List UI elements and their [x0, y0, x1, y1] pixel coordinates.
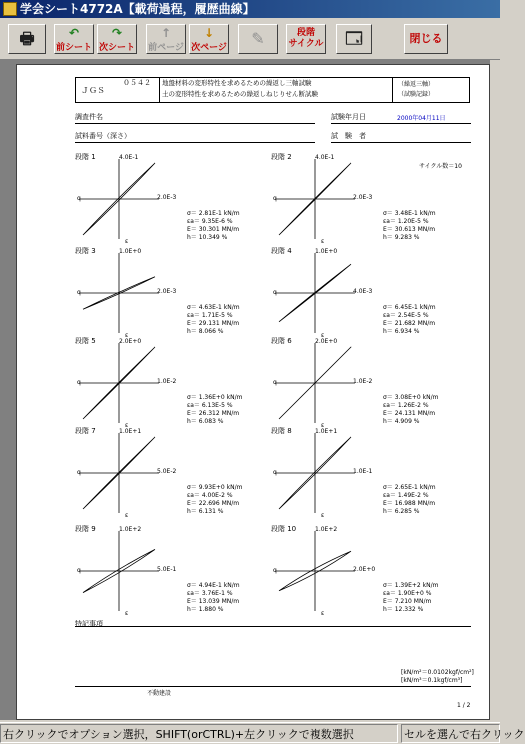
- strain-value: εa＝ 1.26E-2 %: [383, 402, 429, 409]
- strain-value: εa＝ 1.90E+0 %: [383, 590, 432, 597]
- arrow-left-icon: ↶: [68, 26, 80, 40]
- y-max-label: 2.0E+0: [315, 338, 338, 345]
- x-axis-label: ε: [125, 610, 129, 617]
- hysteresis-loop: [79, 531, 159, 611]
- modulus-value: E＝ 22.696 MN/m: [187, 500, 240, 507]
- toolbar: [0, 18, 500, 60]
- q-axis-label: q: [77, 379, 81, 386]
- q-axis-label: q: [77, 195, 81, 202]
- type-bottom: （試験記録）: [398, 91, 435, 98]
- stress-value: σ＝ 4.94E-1 kN/m: [187, 582, 240, 589]
- damping-value: h＝ 1.880 %: [187, 606, 224, 613]
- damping-value: h＝ 8.066 %: [187, 328, 224, 335]
- company-name: 不動建設: [147, 690, 172, 697]
- app-icon: [3, 2, 17, 16]
- x-max-label: 1.0E-2: [353, 378, 373, 385]
- hysteresis-panel: [271, 247, 461, 339]
- modulus-value: E＝ 24.131 MN/m: [383, 410, 436, 417]
- hysteresis-loop: [79, 343, 159, 423]
- project-label: 調査件名: [75, 113, 103, 121]
- next-page-button[interactable]: ↓ 次ページ: [189, 24, 229, 54]
- x-max-label: 4.0E-3: [353, 288, 373, 295]
- y-max-label: 4.0E-1: [119, 154, 139, 161]
- damping-value: h＝ 9.283 %: [383, 234, 420, 241]
- hysteresis-panel: [75, 427, 265, 519]
- strain-value: εa＝ 9.35E-6 %: [187, 218, 233, 225]
- x-axis-label: ε: [125, 512, 129, 519]
- x-max-label: 1.0E-2: [157, 378, 177, 385]
- hysteresis-panel: [75, 247, 265, 339]
- status-bar: [0, 722, 525, 743]
- stress-value: σ＝ 3.48E-1 kN/m: [383, 210, 436, 217]
- title-line2: 土の変形特性を求めるための繰返しねじりせん断試験: [162, 90, 318, 98]
- arrow-up-icon: ↑: [160, 26, 172, 40]
- x-axis-label: ε: [125, 238, 129, 245]
- stress-value: σ＝ 3.08E+0 kN/m: [383, 394, 439, 401]
- hysteresis-loop: [79, 159, 159, 239]
- strain-value: εa＝ 2.54E-5 %: [383, 312, 429, 319]
- x-max-label: 5.0E-1: [157, 566, 177, 573]
- strain-value: εa＝ 1.20E-5 %: [383, 218, 429, 225]
- modulus-value: E＝ 16.988 MN/m: [383, 500, 436, 507]
- cycle-note: サイクル数＝10: [419, 163, 462, 170]
- pen-icon: ✎: [251, 29, 265, 48]
- stress-value: σ＝ 6.45E-1 kN/m: [383, 304, 436, 311]
- stress-value: σ＝ 1.36E+0 kN/m: [187, 394, 243, 401]
- hysteresis-panel: [271, 153, 461, 245]
- q-axis-label: q: [77, 289, 81, 296]
- x-axis-label: ε: [321, 238, 325, 245]
- hysteresis-panel: [271, 337, 461, 429]
- hysteresis-panel: [271, 525, 461, 617]
- strain-value: εa＝ 6.13E-5 %: [187, 402, 233, 409]
- x-axis-label: ε: [125, 332, 129, 339]
- damping-value: h＝ 6.131 %: [187, 508, 224, 515]
- x-axis-label: ε: [321, 610, 325, 617]
- stress-value: σ＝ 4.63E-1 kN/m: [187, 304, 240, 311]
- stage-label: 段階 9: [75, 525, 96, 533]
- remarks-label: 特記事項: [75, 620, 103, 628]
- stage-label: 段階 4: [271, 247, 292, 255]
- hysteresis-loop: [275, 343, 355, 423]
- hysteresis-loop: [275, 159, 355, 239]
- stage-label: 段階 6: [271, 337, 292, 345]
- damping-value: h＝ 6.285 %: [383, 508, 420, 515]
- modulus-value: E＝ 29.131 MN/m: [187, 320, 240, 327]
- modulus-value: E＝ 30.301 MN/m: [187, 226, 240, 233]
- q-axis-label: q: [273, 195, 277, 202]
- stage-label: 段階 8: [271, 427, 292, 435]
- y-max-label: 1.0E+2: [119, 526, 142, 533]
- x-max-label: 1.0E-1: [353, 468, 373, 475]
- type-top: （繰返三軸）: [398, 81, 435, 88]
- hysteresis-loop: [275, 433, 355, 513]
- jgs-number: ０５４２: [123, 79, 151, 87]
- stage-label: 段階 2: [271, 153, 292, 161]
- stage-label: 段階 1: [75, 153, 96, 161]
- window-properties-icon: 🗔: [345, 29, 363, 48]
- stage-label: 段階 5: [75, 337, 96, 345]
- damping-value: h＝ 10.349 %: [187, 234, 228, 241]
- x-axis-label: ε: [321, 422, 325, 429]
- date-value: 2000年04月11日: [397, 115, 446, 122]
- prev-page-button[interactable]: ↑ 前ページ: [146, 24, 186, 54]
- prev-sheet-button[interactable]: ↶ 前シート: [55, 26, 92, 53]
- close-button[interactable]: 閉じる: [404, 24, 448, 54]
- title-line1: 地盤材料の変形特性を求めるための繰返し三軸試験: [162, 79, 312, 87]
- jgs-label: ＪＧＳ: [81, 86, 105, 95]
- x-axis-label: ε: [321, 332, 325, 339]
- sheet-page: [16, 64, 490, 720]
- stress-value: σ＝ 2.81E-1 kN/m: [187, 210, 240, 217]
- sample-label: 試料番号（深さ）: [75, 132, 131, 140]
- stress-value: σ＝ 2.65E-1 kN/m: [383, 484, 436, 491]
- arrow-right-icon: ↷: [111, 26, 123, 40]
- strain-value: εa＝ 3.76E-1 %: [187, 590, 233, 597]
- y-max-label: 1.0E+1: [315, 428, 338, 435]
- strain-value: εa＝ 1.71E-5 %: [187, 312, 233, 319]
- q-axis-label: q: [273, 567, 277, 574]
- tester-label: 試 験 者: [331, 132, 366, 140]
- stage-label: 段階 10: [271, 525, 297, 533]
- q-axis-label: q: [77, 469, 81, 476]
- x-max-label: 2.0E-3: [157, 194, 177, 201]
- x-axis-label: ε: [125, 422, 129, 429]
- x-max-label: 2.0E-3: [353, 194, 373, 201]
- stage-label: 段階 3: [75, 247, 96, 255]
- unit-note-1: [kN/m²＝0.0102kgf/cm²]: [401, 669, 474, 676]
- next-sheet-button[interactable]: ↷ 次シート: [98, 26, 135, 53]
- q-axis-label: q: [273, 379, 277, 386]
- properties-button[interactable]: [336, 24, 372, 54]
- x-max-label: 5.0E-2: [157, 468, 177, 475]
- arrow-down-icon: ↓: [203, 26, 215, 40]
- title-bar: [0, 0, 500, 18]
- x-axis-label: ε: [321, 512, 325, 519]
- hysteresis-panel: [75, 525, 265, 617]
- y-max-label: 4.0E-1: [315, 154, 335, 161]
- y-max-label: 1.0E+0: [119, 248, 142, 255]
- q-axis-label: q: [273, 289, 277, 296]
- strain-value: εa＝ 1.49E-2 %: [383, 492, 429, 499]
- stage-cycle-button[interactable]: 段階 サイクル: [286, 24, 326, 54]
- stress-value: σ＝ 9.93E+0 kN/m: [187, 484, 243, 491]
- unit-note-2: [kN/m³＝0.1kgf/cm³]: [401, 677, 463, 684]
- document-frame: [0, 60, 500, 720]
- hysteresis-loop: [275, 531, 355, 611]
- q-axis-label: q: [77, 567, 81, 574]
- date-label: 試験年月日: [331, 113, 366, 121]
- y-max-label: 1.0E+1: [119, 428, 142, 435]
- damping-value: h＝ 6.934 %: [383, 328, 420, 335]
- damping-value: h＝ 12.332 %: [383, 606, 424, 613]
- modulus-value: E＝ 13.039 MN/m: [187, 598, 240, 605]
- page-indicator: 1 / 2: [457, 702, 471, 709]
- hysteresis-panel: [75, 337, 265, 429]
- x-max-label: 2.0E-3: [157, 288, 177, 295]
- y-max-label: 1.0E+2: [315, 526, 338, 533]
- stress-value: σ＝ 1.39E+2 kN/m: [383, 582, 439, 589]
- strain-value: εa＝ 4.00E-2 %: [187, 492, 233, 499]
- modulus-value: E＝ 7.210 MN/m: [383, 598, 432, 605]
- hysteresis-panel: [75, 153, 265, 245]
- print-button[interactable]: [8, 24, 46, 54]
- printer-icon: 🖶: [19, 29, 35, 48]
- damping-value: h＝ 4.909 %: [383, 418, 420, 425]
- hysteresis-loop: [79, 253, 159, 333]
- hysteresis-loop: [275, 253, 355, 333]
- q-axis-label: q: [273, 469, 277, 476]
- status-right: セルを選んで右クリック: [401, 724, 500, 743]
- status-left: 右クリックでオプション選択，SHIFT(orCTRL)+左クリックで複数選択: [0, 724, 398, 743]
- y-max-label: 1.0E+0: [315, 248, 338, 255]
- damping-value: h＝ 6.083 %: [187, 418, 224, 425]
- vertical-scrollbar[interactable]: [490, 60, 500, 720]
- y-max-label: 2.0E+0: [119, 338, 142, 345]
- hysteresis-panel: [271, 427, 461, 519]
- graph-button[interactable]: [238, 24, 278, 54]
- x-max-label: 2.0E+0: [353, 566, 376, 573]
- hysteresis-loop: [79, 433, 159, 513]
- stage-label: 段階 7: [75, 427, 96, 435]
- modulus-value: E＝ 26.312 MN/m: [187, 410, 240, 417]
- modulus-value: E＝ 21.682 MN/m: [383, 320, 436, 327]
- window-title: 学会シート4772A【載荷過程，履歴曲線】: [20, 2, 255, 16]
- modulus-value: E＝ 30.613 MN/m: [383, 226, 436, 233]
